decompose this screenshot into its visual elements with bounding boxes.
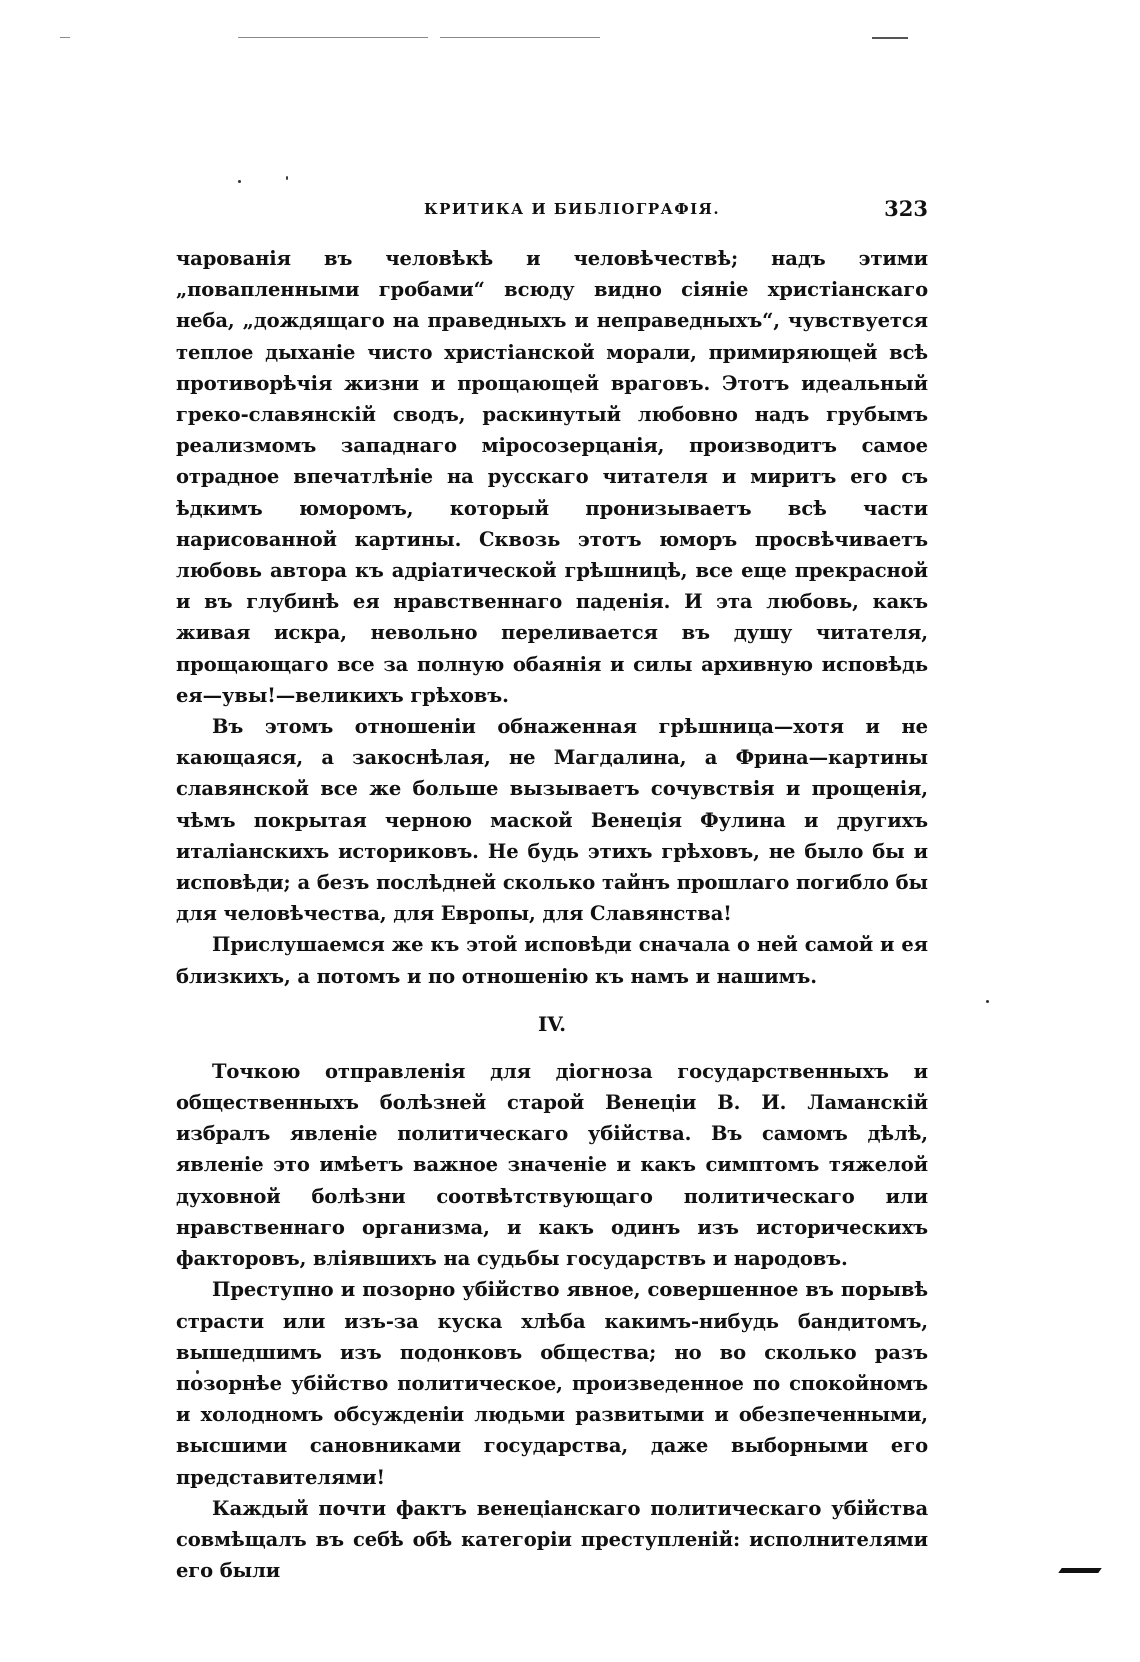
paragraph: Въ этомъ отношеніи обнаженная грѣшница—хотя и не кающаяся, а закоснѣлая, не Магдалина, а Фрина—картины славянской все же больше вызываетъ сочувствія и прощенія, чѣмъ покрытая черною маской Венеція Фулина и другихъ италіанскихъ историковъ. Не будь этихъ грѣховъ, не было бы и исповѣди; а безъ послѣдней сколько тайнъ прошлаго погибло бы для человѣчества, для Европы, для Славянства!: [176, 715, 928, 926]
scan-edge-line-center: [238, 37, 428, 38]
page-number: 323: [884, 196, 928, 221]
page-header: [176, 196, 928, 226]
page-body: [176, 243, 928, 1586]
running-title: КРИТИКА И БИБЛІОГРАФІЯ.: [423, 200, 721, 218]
scan-edge-line-center-2: [440, 37, 600, 38]
paragraph-continued: чарованія въ человѣкѣ и человѣчествѣ; надъ этими „повапленными гробами“ всюду видно сіяніе христіанскаго неба, „дождящаго на праведныхъ и неправедныхъ“, чувствуется теплое дыханіе чисто христіанской морали, примиряющей всѣ противорѣчія жизни и прощающей враговъ. Этотъ идеальный греко-славянскій сводъ, раскинутый любовно надъ грубымъ реализмомъ западнаго міросозерцанія, производитъ самое отрадное впечатлѣніе на русскаго читателя и миритъ его съ ѣдкимъ юморомъ, который пронизываетъ всѣ части нарисованной картины. Сквозь этотъ юморъ просвѣчиваетъ любовь автора къ адріатической грѣшницѣ, все еще прекрасной и въ глубинѣ ея нравственнаго паденія. И эта любовь, какъ живая искра, невольно переливается въ душу читателя, прощающаго все за полную обаянія и силы архивную исповѣдь ея—увы!—великихъ грѣховъ.: [176, 247, 928, 707]
paragraph: Прислушаемся же къ этой исповѣди сначала о ней самой и ея близкихъ, а потомъ и по отношенію къ намъ и нашимъ.: [176, 933, 928, 988]
speck: [286, 176, 288, 180]
speck: [986, 1000, 989, 1003]
paragraph: Каждый почти фактъ венеціанскаго политическаго убійства совмѣщалъ въ себѣ обѣ категоріи преступленій: исполнителями его были: [176, 1496, 928, 1583]
scan-corner-mark: [1058, 1568, 1102, 1573]
scan-edge-line-right: [872, 37, 908, 39]
speck: [238, 180, 241, 183]
paragraph: Точкою отправленія для діогноза государственныхъ и общественныхъ болѣзней старой Венеціи В. И. Ламанскій избралъ явленіе политическаго убійства. Въ самомъ дѣлѣ, явленіе это имѣетъ важное значеніе и какъ симптомъ тяжелой духовной болѣзни соотвѣтствующаго политическаго или нравственнаго организма, и какъ одинъ изъ историческихъ факторовъ, вліявшихъ на судьбы государствъ и народовъ.: [176, 1059, 928, 1271]
scan-edge-line-left: [60, 37, 70, 38]
section-heading: IV.: [537, 1011, 567, 1036]
paragraph: Преступно и позорно убійство явное, совершенное въ порывѣ страсти или изъ-за куска хлѣба какимъ-нибудь бандитомъ, вышедшимъ изъ подонковъ общества; но во сколько разъ позорнѣе убійство политическое, произведенное по спокойномъ и холодномъ обсужденіи людьми развитыми и обезпеченными, высшими сановниками государства, даже выборными его представителями!: [176, 1278, 928, 1489]
